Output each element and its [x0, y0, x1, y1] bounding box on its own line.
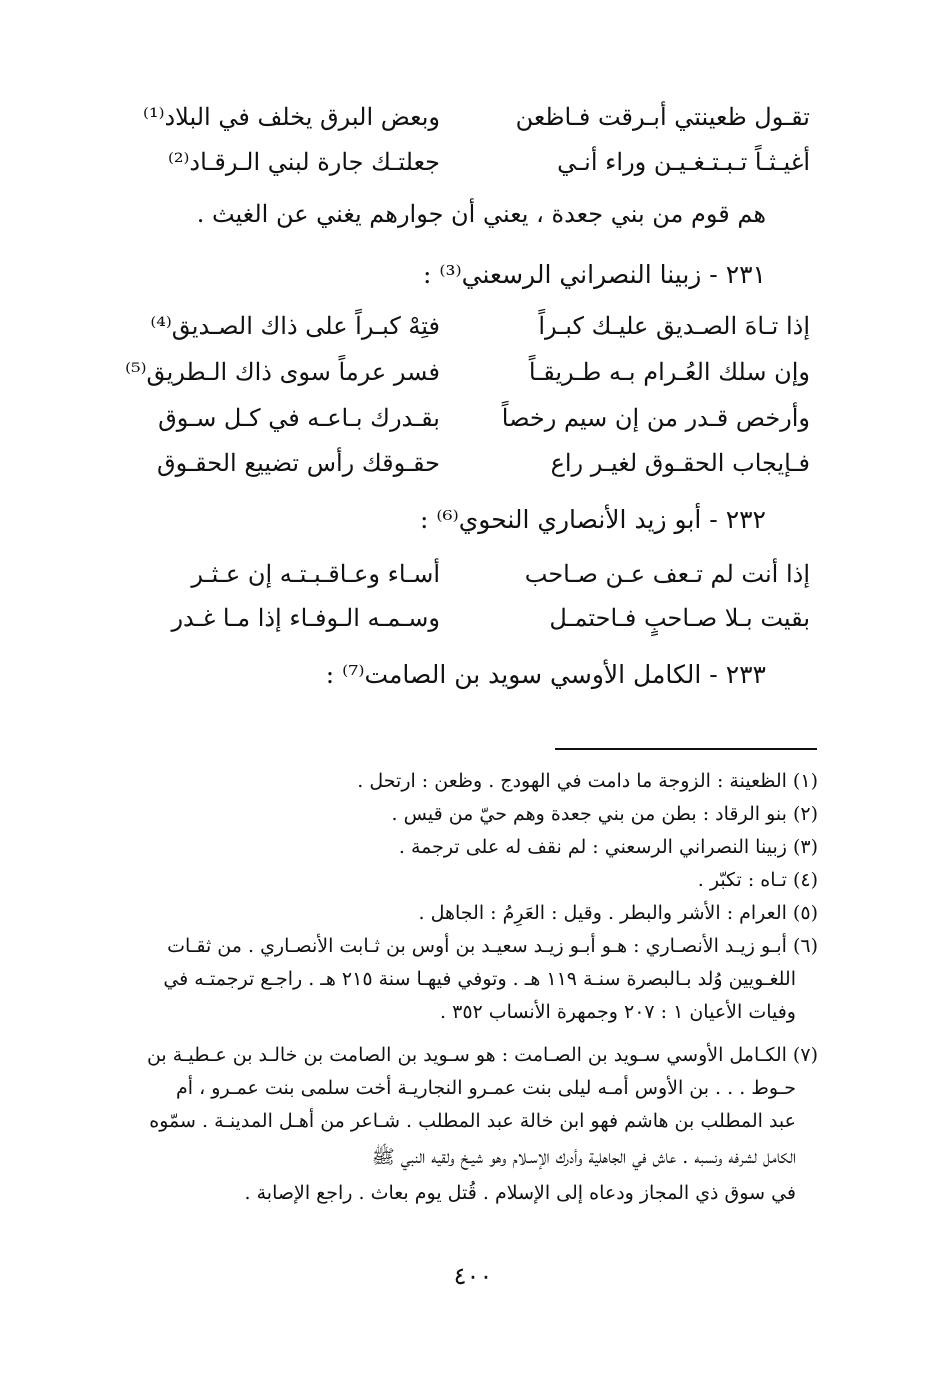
footnote-1: (١) الظعينة : الزوجة ما دامت في الهودج . وظعن : ارتحل .: [357, 770, 818, 792]
verse-first-hemistich: وأرخص قـدر من إن سيم رخصاً: [501, 404, 810, 432]
footnote-6-cont: وفيات الأعيان ١ : ٢٠٧ وجمهرة الأنساب ٣٥٢ .: [440, 1001, 796, 1023]
verse-second-hemistich: وبعض البرق يخلف في البلاد⁽¹⁾: [143, 103, 440, 131]
verse-line: [130, 103, 810, 143]
footnote-7: (٧) الكـامل الأوسي سـويد بن الصـامت : هو سـويد بن الصامت بن خالـد بن عـطيـة بن: [146, 1044, 818, 1066]
footnote-7-cont: الكامل لشرفه ونسبه . عاش في الجاهلية وأدرك الإسـلام وهو شيـخ ولقيه النبي ﷺ: [371, 1146, 796, 1168]
verse-first-hemistich: إذا أنت لم تـعف عـن صـاحب: [524, 560, 810, 588]
verse-second-hemistich: بقـدرك بـاعـه في كـل سـوق: [158, 404, 440, 432]
verse-first-hemistich: إذا تـاهَ الصـديق عليـك كبـراً: [538, 312, 810, 340]
verse-second-hemistich: جعلتـك جارة لبني الـرقـاد⁽²⁾: [167, 148, 440, 176]
verse-line: [130, 312, 810, 352]
footnote-5: (٥) العرام : الأشر والبطر . وقيل : العَرِمُ : الجاهل .: [418, 902, 818, 924]
verse-line: [130, 449, 810, 489]
entry-heading-233: ٢٣٣ - الكامل الأوسي سويد بن الصامت⁽⁷⁾ :: [325, 660, 766, 689]
verse-line: [130, 604, 810, 644]
entry-heading-231: ٢٣١ - زبينا النصراني الرسعني⁽³⁾ :: [422, 260, 766, 289]
footnote-2: (٢) بنو الرقاد : بطن من بني جعدة وهم حيّ من قيس .: [391, 803, 818, 825]
footnote-6-cont: اللغـويين وُلد بـالبصرة سنـة ١١٩ هـ . وتوفي فيهـا سنة ٢١٥ هـ . راجـع ترجمتـه في: [163, 968, 796, 990]
footnote-6: (٦) أبـو زيـد الأنصـاري : هـو أبـو زيـد سعيـد بن أوس بن ثـابت الأنصـاري . من ثقـات: [167, 935, 818, 957]
verse-first-hemistich: تقـول ظعينتي أبـرقت فـاظعن: [515, 103, 810, 131]
footnote-7-cont: عبد المطلب بن هاشم فهو ابن خالة عبد المطلب . شـاعر من أهـل المدينـة . سمّوه: [149, 1110, 796, 1132]
footnote-7-cont: حـوط . . . بن الأوس أمـه ليلى بنت عمـرو النجاريـة أخت سلمى بنت عمـرو ، أم: [176, 1077, 796, 1099]
footnote-3: (٣) زبينا النصراني الرسعني : لم نقف له على ترجمة .: [398, 836, 818, 858]
verse-first-hemistich: فـإيجاب الحقـوق لغيـر راع: [550, 449, 810, 477]
page-number: ٤٠٠: [453, 1262, 493, 1290]
verse-second-hemistich: حقـوقك رأس تضييع الحقـوق: [157, 449, 440, 477]
verse-line: [125, 358, 810, 398]
verse-first-hemistich: بقيت بـلا صـاحبٍ فـاحتمـل: [549, 604, 810, 632]
verse-line: [130, 148, 810, 188]
verse-first-hemistich: وإن سلك العُـرام بـه طـريقـاً: [528, 358, 810, 386]
verse-line: [130, 560, 810, 600]
verse-second-hemistich: وسـمـه الـوفـاء إذا مـا غـدر: [171, 604, 440, 632]
verse-second-hemistich: فسر عرماً سوى ذاك الـطريق⁽⁵⁾: [125, 358, 440, 386]
verse-second-hemistich: أسـاء وعـاقـبـتـه إن عـثـر: [191, 560, 440, 588]
verse-second-hemistich: فتِهْ كبـراً على ذاك الصـديق⁽⁴⁾: [150, 312, 440, 340]
verse-line: [130, 404, 810, 444]
prose-note: هم قوم من بني جعدة ، يعني أن جوارهم يغني عن الغيث .: [196, 200, 766, 228]
footnote-divider: [555, 748, 817, 750]
entry-heading-232: ٢٣٢ - أبو زيد الأنصاري النحوي⁽⁶⁾ :: [420, 505, 766, 534]
footnote-4: (٤) تـاه : تكبّر .: [697, 869, 818, 891]
footnote-7-cont: في سوق ذي المجاز ودعاه إلى الإسلام . قُتل يوم بعاث . راجع الإصابة .: [244, 1182, 796, 1204]
verse-first-hemistich: أغيـثـاً تـبـتـغـيـن وراء أنـي: [557, 148, 810, 176]
